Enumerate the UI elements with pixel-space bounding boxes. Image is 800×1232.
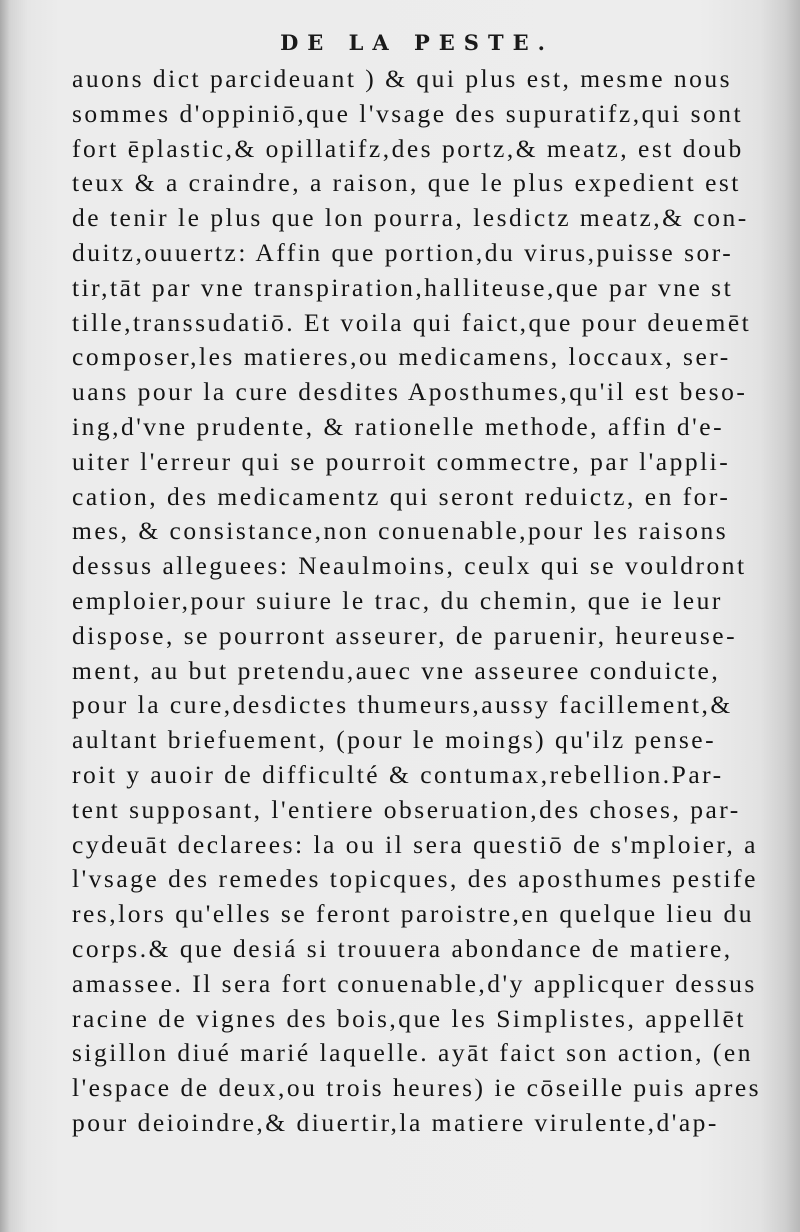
text-line: cydeuāt declarees: la ou il sera questiō de s'mploier, a <box>72 829 758 859</box>
text-line: tille,transsudatiō. Et voila qui faict,que pour deuemēt <box>72 307 752 337</box>
body-text <box>72 62 772 1141</box>
text-line: duitz,ouuertz: Affin que portion,du virus,puisse sor- <box>72 237 734 267</box>
text-line: auons dict parcideuant ) & qui plus est, mesme nous <box>72 64 733 93</box>
text-line: amassee. Il sera fort conuenable,d'y applicquer dessus <box>72 968 757 998</box>
text-line: de tenir le plus que lon pourra, lesdictz meatz,& con- <box>72 203 749 233</box>
text-line: tir,tāt par vne transpiration,halliteuse,que par vne st <box>72 272 734 302</box>
text-line: teux & a craindre, a raison, que le plus expedient est <box>72 168 741 198</box>
running-head: DE LA PESTE. <box>280 30 554 55</box>
text-line: racine de vignes des bois,que les Simplistes, appellēt <box>72 1003 746 1033</box>
text-line: l'espace de deux,ou trois heures) ie cōseille puis apres <box>72 1073 762 1103</box>
text-line: dessus alleguees: Neaulmoins, ceulx qui se vouldront <box>72 551 747 581</box>
text-line: sigillon diué marié laquelle. ayāt faict son action, (en <box>72 1038 753 1068</box>
text-line: uans pour la cure desdites Aposthumes,qu'il est beso- <box>72 377 748 407</box>
text-line: dispose, se pourront asseurer, de paruenir, heureuse- <box>72 620 738 650</box>
text-line: sommes d'oppiniō,que l'vsage des supuratifz,qui sont <box>72 98 744 128</box>
text-line: res,lors qu'elles se feront paroistre,en quelque lieu du <box>72 899 755 929</box>
text-line: ing,d'vne prudente, & rationelle methode, affin d'e- <box>72 411 725 441</box>
text-line: emploier,pour suiure le trac, du chemin, que ie leur <box>72 585 723 615</box>
text-line: uiter l'erreur qui se pourroit commectre, par l'appli- <box>72 446 731 476</box>
text-line: corps.& que desiá si trouuera abondance de matiere, <box>72 933 733 963</box>
text-line: ment, au but pretendu,auec vne asseuree conduicte, <box>72 655 721 685</box>
text-line: l'vsage des remedes topicques, des aposthumes pestife <box>72 864 758 894</box>
text-line: cation, des medicamentz qui seront reduictz, en for- <box>72 481 731 511</box>
text-line: mes, & consistance,non conuenable,pour les raisons <box>72 516 729 546</box>
text-line: roit y auoir de difficulté & contumax,rebellion.Par- <box>72 759 724 789</box>
text-line: fort ēplastic,& opillatifz,des portz,& meatz, est doub <box>72 133 744 163</box>
text-line: pour la cure,desdictes thumeurs,aussy facillement,& <box>72 690 733 720</box>
text-line: pour deioindre,& diuertir,la matiere virulente,d'ap- <box>72 1107 719 1137</box>
text-line: tent supposant, l'entiere obseruation,des choses, par- <box>72 794 741 824</box>
text-line: aultant briefuement, (pour le moings) qu'ilz pense- <box>72 725 717 755</box>
text-line: composer,les matieres,ou medicamens, loccaux, ser- <box>72 342 731 372</box>
